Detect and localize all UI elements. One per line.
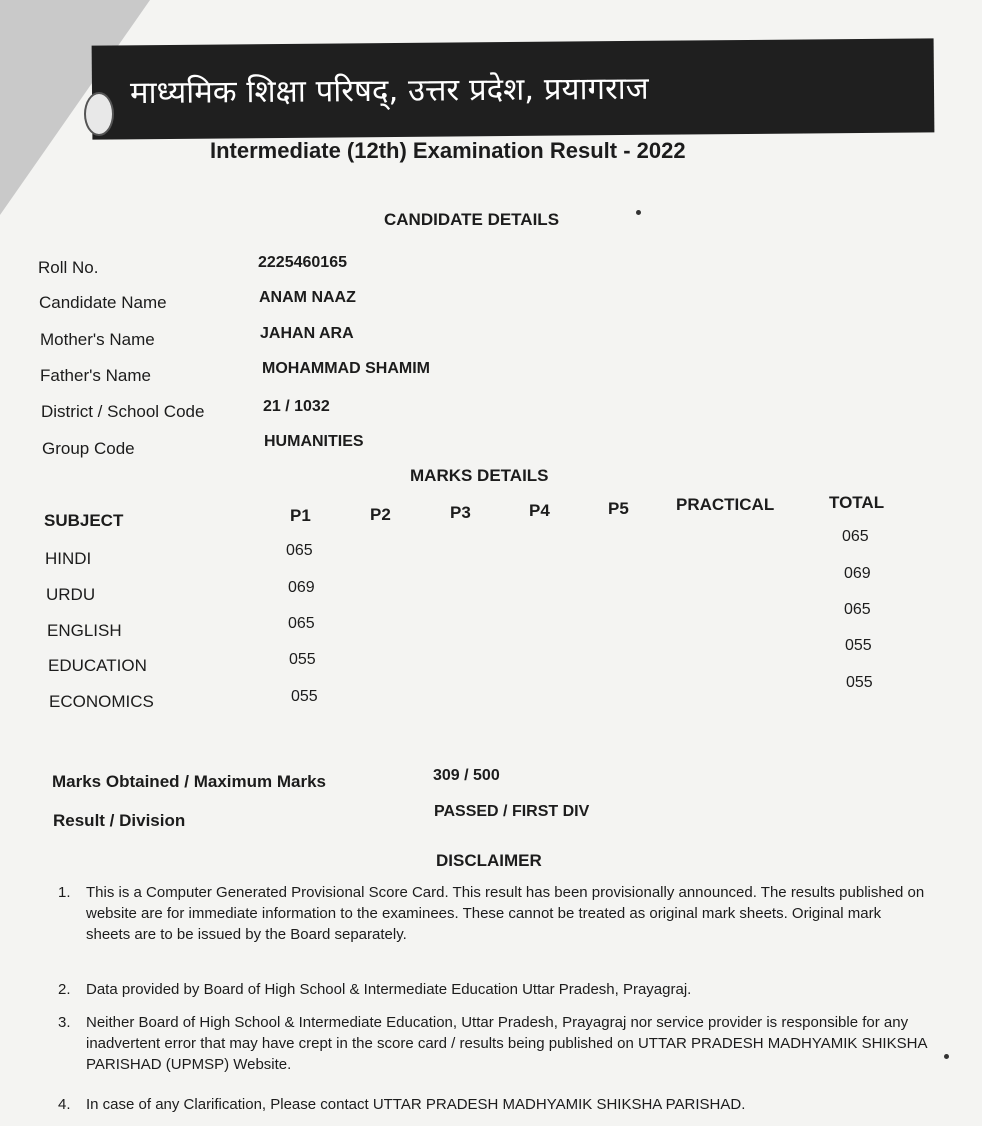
roll-no-value: 2225460165: [258, 254, 347, 271]
mother-name-label: Mother's Name: [40, 330, 155, 349]
candidate-name-value: ANAM NAAZ: [259, 289, 356, 306]
disclaimer-item-text: This is a Computer Generated Provisional Score Card. This result has been provisionally announced. The results published on website are for immediate information to the examinees. These cannot be treated as original mark sheets. Original mark sheets are to be issued by the Board separately.: [86, 884, 925, 943]
disclaimer-item-number: 4.: [58, 1096, 71, 1113]
table-row-p1: 069: [288, 579, 315, 596]
table-row-subject: EDUCATION: [48, 656, 147, 675]
table-row-p1: 065: [286, 542, 313, 559]
marks-details-heading: MARKS DETAILS: [410, 466, 549, 485]
disclaimer-item: [58, 979, 928, 1000]
col-total: TOTAL: [829, 493, 885, 512]
col-p4: P4: [529, 501, 550, 520]
disclaimer-heading: DISCLAIMER: [436, 851, 542, 870]
disclaimer-item-number: 3.: [58, 1014, 71, 1031]
marks-obtained-label: Marks Obtained / Maximum Marks: [52, 772, 326, 791]
table-row-total: 069: [844, 565, 871, 582]
scan-speck: [944, 1054, 949, 1059]
father-name-value: MOHAMMAD SHAMIM: [262, 360, 430, 377]
district-school-code-value: 21 / 1032: [263, 398, 330, 415]
table-row-total: 065: [842, 528, 869, 545]
table-row-total: 065: [844, 601, 871, 618]
table-row-p1: 055: [289, 651, 316, 668]
result-division-label: Result / Division: [53, 811, 186, 830]
page-title: Intermediate (12th) Examination Result - 2022: [210, 138, 686, 163]
table-row-subject: ENGLISH: [47, 621, 122, 640]
disclaimer-item-text: In case of any Clarification, Please contact UTTAR PRADESH MADHYAMIK SHIKSHA PARISHAD.: [86, 1096, 746, 1113]
mother-name-value: JAHAN ARA: [260, 325, 354, 342]
disclaimer-item-number: 1.: [58, 884, 71, 901]
disclaimer-item-number: 2.: [58, 981, 71, 998]
result-division-value: PASSED / FIRST DIV: [434, 803, 590, 820]
col-p2: P2: [370, 505, 391, 524]
group-code-label: Group Code: [42, 439, 135, 458]
disclaimer-item: [58, 1094, 928, 1115]
candidate-details-heading: CANDIDATE DETAILS: [384, 210, 560, 229]
table-row-total: 055: [845, 637, 872, 654]
scan-speck: [636, 210, 641, 215]
marks-obtained-value: 309 / 500: [433, 767, 500, 784]
table-row-p1: 065: [288, 615, 315, 632]
roll-no-label: Roll No.: [38, 258, 99, 277]
disclaimer-item-text: Neither Board of High School & Intermediate Education, Uttar Pradesh, Prayagraj nor service provider is responsible for any inadvertent error that may have crept in the score card / results being published on UTTAR PRADESH MADHYAMIK SHIKSHA PARISHAD (UPMSP) Website.: [86, 1014, 927, 1073]
col-p5: P5: [608, 499, 629, 518]
table-row-total: 055: [846, 674, 873, 691]
disclaimer-item: [58, 1012, 928, 1075]
seal-emblem-icon: [84, 92, 114, 136]
disclaimer-item: [58, 882, 928, 945]
father-name-label: Father's Name: [40, 366, 151, 385]
col-subject: SUBJECT: [44, 511, 124, 530]
table-row-subject: URDU: [46, 585, 96, 604]
col-practical: PRACTICAL: [676, 495, 775, 514]
disclaimer-item-text: Data provided by Board of High School & Intermediate Education Uttar Pradesh, Prayagraj.: [86, 981, 692, 998]
board-name-hindi: माध्यमिक शिक्षा परिषद्, उत्तर प्रदेश, प्रयागराज: [129, 70, 649, 112]
table-row-subject: ECONOMICS: [49, 692, 154, 711]
candidate-name-label: Candidate Name: [39, 293, 167, 312]
group-code-value: HUMANITIES: [264, 433, 364, 450]
district-school-code-label: District / School Code: [41, 402, 205, 421]
table-row-p1: 055: [291, 688, 318, 705]
col-p1: P1: [290, 506, 311, 525]
table-row-subject: HINDI: [45, 549, 92, 568]
col-p3: P3: [450, 503, 471, 522]
